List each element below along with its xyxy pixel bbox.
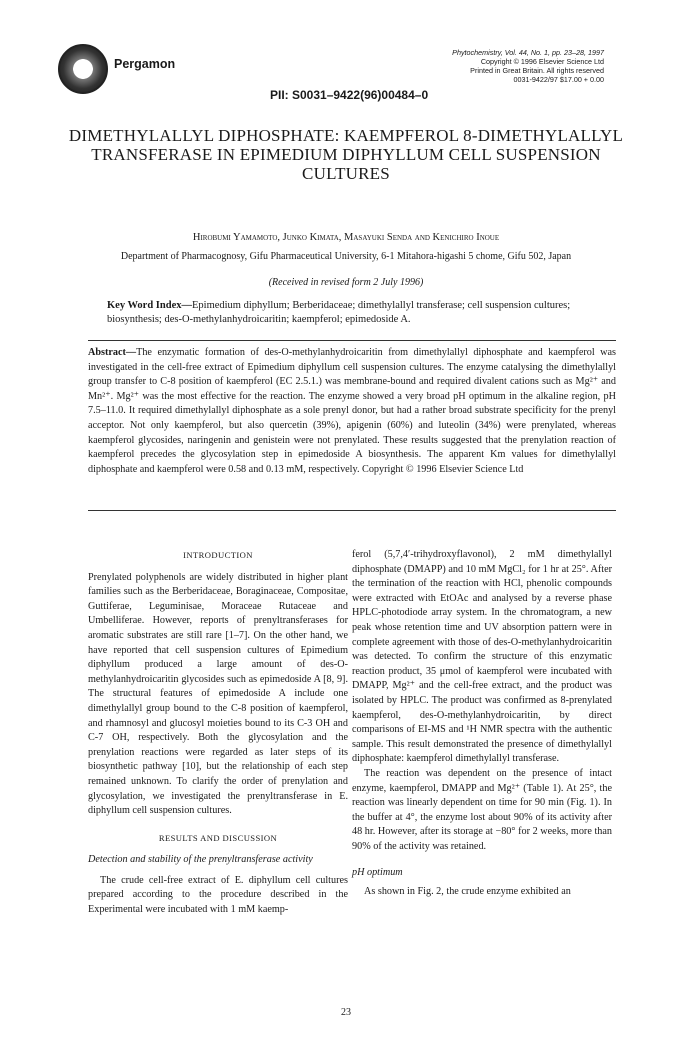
- abstract-text: The enzymatic formation of des-O-methylanhydroicaritin from dimethylallyl diphosphate and kaempferol was investigated in the cell-free extract of Epimedium diphyllum cell suspension cultures. The enzyme catalysing the dimethylallyl group transfer to C-8 position of kaempferol (EC 2.5.1.) was membrane-bound and required divalent cations such as Mg²⁺ and Mn²⁺. Mg²⁺ was the most effective for the reaction. The enzyme showed a very broad pH optimum in the alkaline region, pH 7.5–11.0. It required dimethylallyl diphosphate as a sole prenyl donor, but had a rather broad substrate specificity for the prenyl acceptor. Not only kaempferol, but also quercetin (39%), apigenin (60%) and luteolin (34%) were prenylated, whereas kaempferol glycosides, naringenin and genistein were not prenylated. These results suggested that the prenylation reaction of kaempferol precedes the glycosylation step in epimedoside A biosynthesis. The apparent Km values for dimethylallyl diphosphate and kaempferol were 0.58 and 0.13 mM, respectively. Copyright © 1996 Elsevier Science Ltd: [88, 347, 616, 475]
- results-paragraph-continued: ferol (5,7,4′-trihydroxyflavonol), 2 mM dimethylallyl diphosphate (DMAPP) and 10 mM MgCl₂ for 1 hr at 25°. After the termination of the reaction with HCl, phenolic compounds were extracted with EtOAc and analysed by a reverse phase HPLC-photodiode array system. In the chromatogram, a new peak whose retention time and UV absorption pattern were in complete agreement with those of des-O-methylanhydroicaritin was detected. To confirm the structure of this enzymatic reaction product, 35 μmol of kaempferol were incubated with DMAPP, Mg²⁺ and the cell-free extract, and the product was isolated by HPLC. The product was confirmed as 8-prenylated kaempferol, des-O-methylanhydroicaritin, by direct comparisons of EI-MS and ¹H NMR spectra with the authentic sample. This result demonstrated the presence of dimethylallyl diphosphate: kaempferol dimethylallyl transferase.: [352, 549, 612, 765]
- authors: Hirobumi Yamamoto, Junko Kimata, Masayuki Senda and Kenichiro Inoue: [192, 232, 500, 243]
- page-number: 23: [341, 1007, 351, 1018]
- affiliation: Department of Pharmacognosy, Gifu Pharmaceutical University, 6-1 Mitahora-higashi 5 chome, Gifu 502, Japan: [120, 251, 572, 262]
- journal-info: [452, 48, 604, 84]
- paper-title: DIMETHYLALLYL DIPHOSPHATE: KAEMPFEROL 8-DIMETHYLALLYL TRANSFERASE IN EPIMEDIUM DIPHYLLUM CELL SUSPENSION CULTURES: [68, 126, 624, 183]
- publisher-logo: [58, 44, 108, 94]
- divider-top: [88, 340, 616, 341]
- printed-line: Printed in Great Britain. All rights reserved: [470, 66, 604, 75]
- publisher-name: Pergamon: [114, 57, 176, 71]
- intro-paragraph: Prenylated polyphenols are widely distributed in higher plant families such as the Berberidaceae, Boraginaceae, Compositae, Guttiferae, Leguminisae, Moraceae Rutaceae and Umbelliferae. However, reports of prenyltransferases for aromatic substrates are still rare [1–7]. On the other hand, we have reported that cell suspension cultures of Epimedium diphyllum produced a large amount of des-O-methylanhydroicaritin glycosides such as epimedoside A [8, 9]. The structural features of epimedoside A include one dimethylallyl group bound to the C-8 position of kaempferol, and rhamnosyl and glucosyl moieties bound to its C-3 OH and C-7 OH, respectively. Both the glycosylation and the prenylation reactions were regarded as later steps of its biosynthetic pathway [10], but the relationship of each step remained unknown. To clarify the order of prenylation and glycosylation, we investigated the prenyltransferase in E. diphyllum cell suspension cultures.: [88, 571, 348, 817]
- price-line: 0031-9422/97 $17.00 + 0.00: [513, 75, 604, 84]
- section-heading-introduction: INTRODUCTION: [183, 550, 253, 560]
- section-heading-results: RESULTS AND DISCUSSION: [158, 832, 278, 843]
- left-column: [88, 548, 348, 918]
- subsection-heading-ph: pH optimum: [352, 867, 403, 879]
- abstract-label: Abstract—: [88, 347, 137, 358]
- keywords: [107, 299, 587, 327]
- reaction-dependence-paragraph: The reaction was dependent on the presence of intact enzyme, kaempferol, DMAPP and Mg²⁺ (Table 1). At 25°, the reaction was linearly dependent on time for 90 min (Fig. 1). In the buffer at 4°, the enzyme lost about 90% of its activity after 48 hr. However, after its storage at −80° for 2 weeks, more than 90% of the activity was retained.: [352, 767, 612, 852]
- results-paragraph: The crude cell-free extract of E. diphyllum cell cultures prepared according to the procedure described in the Experimental were incubated with 1 mM kaemp-: [88, 874, 348, 916]
- keywords-text: Epimedium diphyllum; Berberidaceae; dimethylallyl transferase; cell suspension cultures; biosynthesis; des-O-methylanhydroicaritin; kaempferol; epimedoside A.: [107, 300, 571, 325]
- pii-code: PII: S0031–9422(96)00484–0: [270, 88, 429, 102]
- subsection-heading-detection: Detection and stability of the prenyltransferase activity: [88, 854, 313, 866]
- divider-bottom: [88, 510, 616, 511]
- received-date: (Received in revised form 2 July 1996): [268, 277, 424, 288]
- abstract: [88, 346, 616, 477]
- keywords-label: Key Word Index—: [107, 300, 192, 311]
- right-column: [352, 548, 612, 900]
- copyright-line: Copyright © 1996 Elsevier Science Ltd: [480, 57, 604, 66]
- journal-citation: Phytochemistry, Vol. 44, No. 1, pp. 23–28, 1997: [452, 48, 604, 57]
- ph-paragraph: As shown in Fig. 2, the crude enzyme exhibited an: [364, 886, 571, 898]
